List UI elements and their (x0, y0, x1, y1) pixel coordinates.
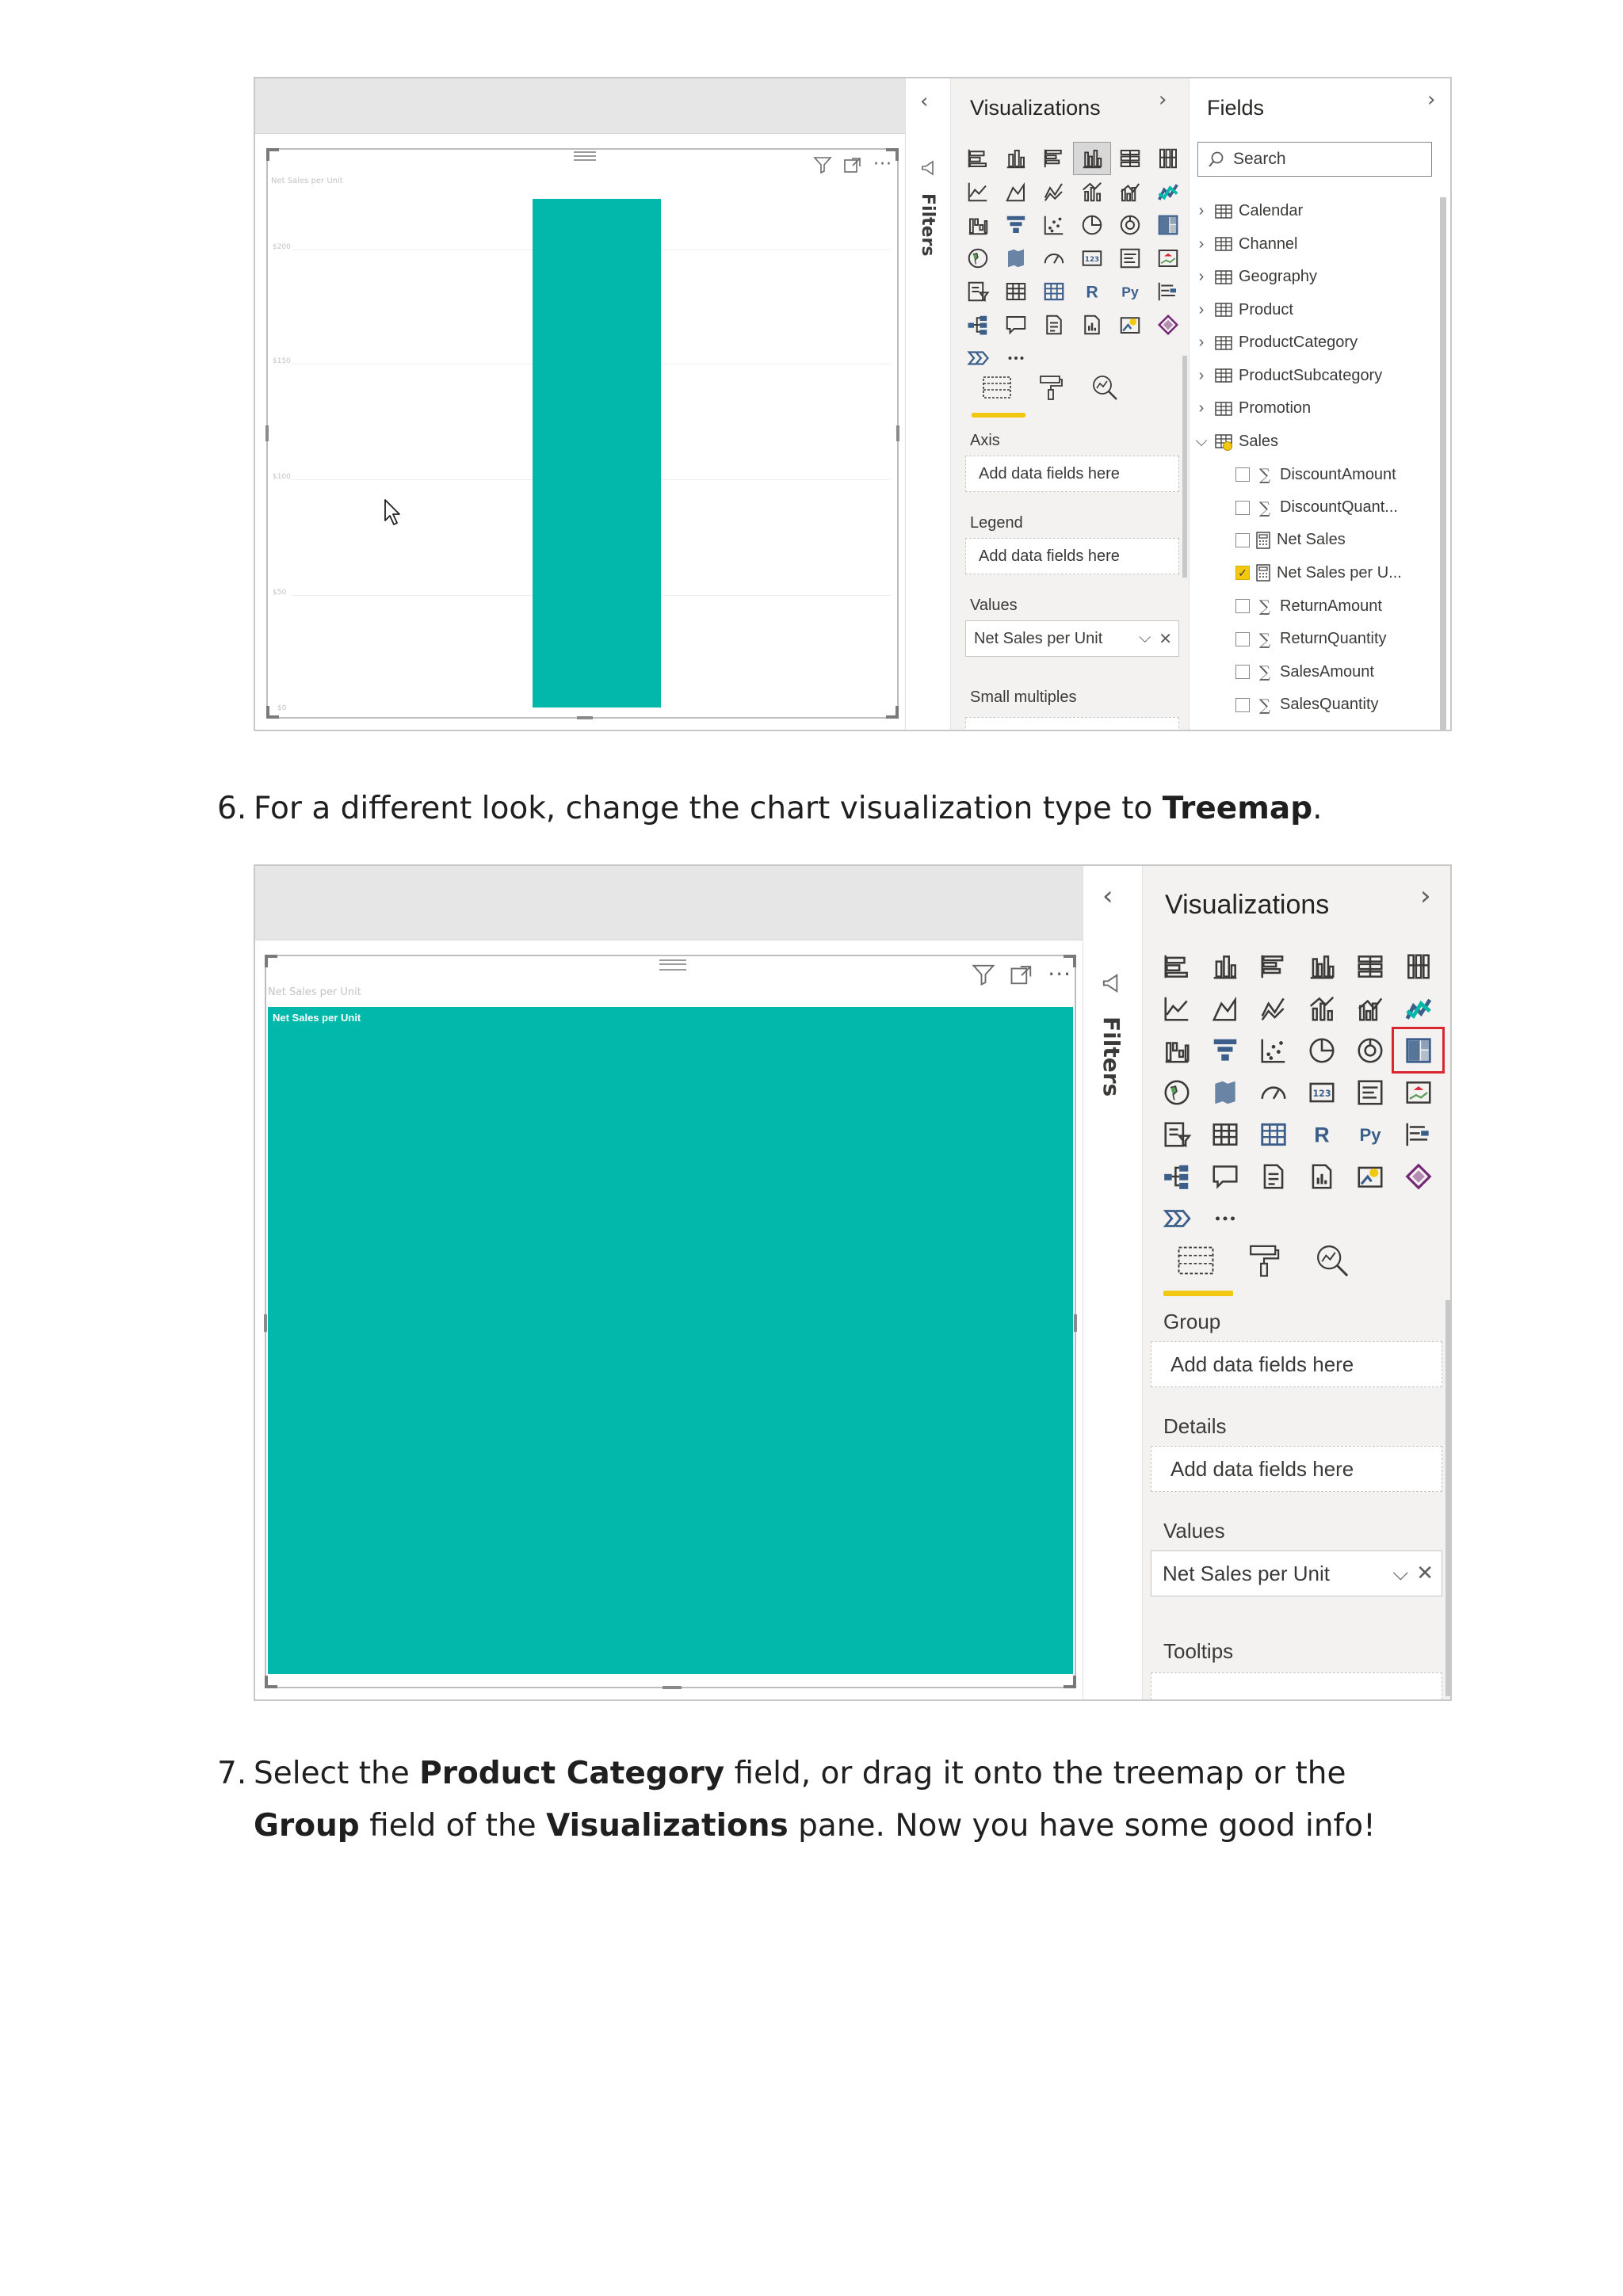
more-visuals-icon[interactable] (997, 341, 1035, 375)
visual-header-icons (813, 154, 892, 174)
resize-handle[interactable] (577, 716, 593, 719)
multirow-card-icon[interactable] (1111, 242, 1149, 275)
well-label-group: Group (1163, 1310, 1221, 1333)
waterfall-icon[interactable] (959, 208, 997, 242)
chevron-right-icon[interactable]: › (1198, 334, 1205, 351)
sigma-icon: ∑ (1258, 465, 1271, 484)
drag-grip[interactable] (659, 959, 686, 971)
power-apps-icon[interactable] (1394, 1155, 1442, 1197)
matrix-icon[interactable] (1035, 275, 1073, 308)
table-icon (1215, 402, 1232, 416)
filters-label: Filters (1098, 1016, 1125, 1097)
r-visual-icon[interactable] (1073, 275, 1111, 308)
axis-well[interactable]: Add data fields here (965, 456, 1179, 492)
fields-pane (1189, 78, 1452, 730)
well-label-axis: Axis (970, 432, 1000, 449)
pie-chart-icon[interactable] (1073, 208, 1111, 242)
table-icon-with-badge (1215, 434, 1232, 448)
format-tab[interactable] (1230, 1238, 1298, 1283)
filter-icon[interactable] (972, 963, 995, 986)
fields-title: Fields (1207, 96, 1265, 120)
stacked-bar-icon[interactable] (1152, 945, 1201, 987)
table-icon (1215, 237, 1232, 251)
table-productcategory[interactable] (1194, 334, 1358, 352)
line-column-icon[interactable] (1073, 175, 1111, 208)
map-icon[interactable] (959, 242, 997, 275)
chevron-down-icon[interactable]: ⌵ (1195, 432, 1208, 450)
legend-well[interactable]: Add data fields here (965, 538, 1179, 574)
calculator-icon-wrap (1256, 532, 1270, 549)
chevron-right-icon[interactable]: › (1427, 88, 1436, 112)
card-icon[interactable] (1297, 1071, 1346, 1113)
report-canvas-header (255, 866, 1083, 940)
100-bar-icon[interactable] (1346, 945, 1394, 987)
step-text: . (1312, 791, 1323, 826)
line-clustered-column-icon[interactable] (1346, 987, 1394, 1029)
area-chart-icon[interactable] (1201, 987, 1249, 1029)
filled-map-icon[interactable] (997, 242, 1035, 275)
clustered-bar-icon[interactable] (1035, 142, 1073, 175)
table-productsubcategory[interactable] (1194, 367, 1382, 385)
remove-icon[interactable]: ✕ (1416, 1561, 1434, 1585)
table-name: Geography (1239, 268, 1317, 285)
focus-mode-icon[interactable] (1010, 963, 1033, 986)
search-placeholder: Search (1233, 150, 1286, 168)
slicer-icon[interactable] (1152, 1113, 1201, 1155)
line-chart-icon[interactable] (1152, 987, 1201, 1029)
scrollbar[interactable] (1445, 1300, 1452, 1696)
matrix-icon[interactable] (1249, 1113, 1297, 1155)
step-number: 6. (217, 791, 247, 826)
paginated-report-icon[interactable] (1073, 308, 1111, 341)
chevron-right-icon[interactable]: › (1198, 202, 1205, 219)
sigma-icon: ∑ (1258, 498, 1271, 517)
y-tick-label: $50 (273, 589, 287, 597)
analytics-magnifier-icon (1314, 1242, 1350, 1279)
chevron-right-icon[interactable]: › (1198, 366, 1205, 384)
y-tick-label: $100 (273, 473, 291, 481)
treemap-icon[interactable] (1394, 1029, 1442, 1071)
visualizations-pane (951, 78, 1189, 730)
line-clustered-column-icon[interactable] (1111, 175, 1149, 208)
resize-handle[interactable] (663, 1686, 682, 1689)
remove-icon[interactable]: ✕ (1159, 630, 1172, 648)
checkbox[interactable] (1235, 632, 1250, 646)
visual-title: Net Sales per Unit (271, 177, 343, 185)
step-bold-term: Treemap (1162, 791, 1313, 826)
y-tick-label: $150 (273, 357, 291, 365)
decomposition-tree-icon[interactable] (1152, 1155, 1201, 1197)
visual-header-icons (972, 961, 1071, 987)
checkbox[interactable] (1235, 665, 1250, 679)
stacked-area-icon[interactable] (1035, 175, 1073, 208)
drag-grip[interactable] (574, 151, 596, 161)
well-controls (1392, 1561, 1434, 1586)
chevron-right-icon[interactable]: › (1198, 300, 1205, 318)
filters-label: Filters (918, 193, 938, 257)
filter-icon[interactable] (813, 156, 832, 174)
svg-text:R: R (1313, 1123, 1330, 1146)
analytics-magnifier-icon (1090, 373, 1119, 402)
field-name: SalesAmount (1280, 662, 1374, 681)
fields-tab[interactable] (970, 372, 1024, 403)
svg-text:123: 123 (1312, 1088, 1331, 1099)
qa-icon[interactable] (1201, 1155, 1249, 1197)
power-apps-icon[interactable] (1149, 308, 1187, 341)
fields-well-icon (1177, 1245, 1215, 1276)
analytics-tab[interactable] (1298, 1238, 1366, 1283)
calculator-icon-wrap (1256, 564, 1270, 582)
well-label-values: Values (1163, 1519, 1225, 1543)
small-multiples-well[interactable] (965, 717, 1179, 731)
pane-tabs (1162, 1238, 1366, 1283)
more-options-icon[interactable]: ··· (873, 154, 892, 174)
pie-chart-icon[interactable] (1297, 1029, 1346, 1071)
field-name: ReturnAmount (1280, 597, 1382, 615)
chevron-right-icon[interactable]: › (1159, 88, 1167, 112)
area-chart-icon[interactable] (997, 175, 1035, 208)
field-item[interactable] (1235, 662, 1374, 681)
values-well[interactable] (965, 620, 1179, 657)
table-product[interactable] (1194, 301, 1293, 319)
clustered-bar-icon[interactable] (1249, 945, 1297, 987)
focus-mode-icon[interactable] (843, 156, 862, 174)
field-item[interactable] (1235, 597, 1382, 616)
100-column-icon[interactable] (1394, 945, 1442, 987)
chevron-right-icon[interactable]: › (1198, 235, 1205, 253)
svg-text:123: 123 (1084, 255, 1100, 264)
line-chart-icon[interactable] (959, 175, 997, 208)
table-geography[interactable] (1194, 268, 1317, 286)
smart-narrative-icon[interactable] (1249, 1155, 1297, 1197)
mouse-cursor-icon (384, 498, 404, 527)
resize-handle[interactable] (1064, 1676, 1076, 1688)
step-text: Select the (254, 1756, 420, 1791)
waterfall-icon[interactable] (1152, 1029, 1201, 1071)
calculator-icon (1256, 564, 1270, 582)
chevron-right-icon[interactable]: › (1420, 880, 1431, 912)
field-name: DiscountAmount (1280, 465, 1396, 483)
donut-chart-icon[interactable] (1346, 1029, 1394, 1071)
table-name: Channel (1239, 235, 1298, 253)
resize-handle[interactable] (265, 955, 277, 967)
visual-title: Net Sales per Unit (268, 986, 361, 998)
details-well[interactable]: Add data fields here (1151, 1446, 1442, 1492)
resize-handle[interactable] (265, 425, 269, 441)
more-options-icon[interactable]: ··· (1048, 961, 1071, 987)
chevron-left-icon[interactable]: ‹ (920, 90, 929, 113)
megaphone-icon (920, 159, 938, 177)
svg-text:Py: Py (1358, 1124, 1381, 1145)
clustered-column-icon[interactable] (1297, 945, 1346, 987)
qa-icon[interactable] (997, 308, 1035, 341)
active-tab-indicator (972, 413, 1025, 418)
y-tick-label: $0 (277, 704, 287, 712)
screenshot-bar-chart (254, 77, 1452, 731)
power-automate-icon[interactable] (1152, 1197, 1201, 1239)
ribbon-chart-icon[interactable] (1394, 987, 1442, 1029)
search-input[interactable] (1197, 142, 1432, 177)
visualizations-title: Visualizations (970, 96, 1101, 120)
well-label-details: Details (1163, 1414, 1227, 1438)
step-text: field, or drag it onto the treemap or the (724, 1756, 1346, 1791)
kpi-icon[interactable] (1394, 1071, 1442, 1113)
filled-map-icon[interactable] (1201, 1071, 1249, 1113)
table-calendar[interactable] (1194, 202, 1303, 220)
table-name: Product (1239, 300, 1293, 318)
field-name: SalesQuantity (1280, 696, 1379, 713)
table-icon (1215, 303, 1232, 317)
100-column-icon[interactable] (1149, 142, 1187, 175)
line-column-icon[interactable] (1297, 987, 1346, 1029)
megaphone-icon (1101, 972, 1123, 994)
chevron-left-icon[interactable]: ‹ (1102, 880, 1113, 912)
resize-handle[interactable] (1074, 1314, 1077, 1332)
slicer-icon[interactable] (959, 275, 997, 308)
resize-handle[interactable] (266, 148, 279, 161)
card-icon[interactable] (1073, 242, 1111, 275)
kpi-icon[interactable] (1149, 242, 1187, 275)
checkbox[interactable] (1235, 698, 1250, 712)
checkbox-checked[interactable]: ✓ (1235, 566, 1250, 580)
resize-handle[interactable] (896, 425, 899, 441)
fields-tab[interactable] (1162, 1238, 1230, 1283)
values-field-name: Net Sales per Unit (1163, 1561, 1330, 1585)
field-item[interactable] (1235, 564, 1402, 582)
resize-handle[interactable] (264, 1314, 267, 1332)
scatter-icon[interactable] (1249, 1029, 1297, 1071)
r-visual-icon[interactable] (1297, 1113, 1346, 1155)
treemap-visual[interactable] (265, 955, 1076, 1688)
table-promotion[interactable] (1194, 399, 1311, 418)
field-name: Net Sales per U... (1277, 563, 1402, 582)
table-sales[interactable] (1194, 433, 1278, 451)
checkbox[interactable] (1235, 599, 1250, 613)
checkbox[interactable] (1235, 501, 1250, 515)
paint-roller-icon (1247, 1243, 1281, 1278)
well-label-tooltips: Tooltips (1163, 1639, 1234, 1663)
table-icon (1215, 368, 1232, 383)
gauge-icon[interactable] (1249, 1071, 1297, 1113)
visualizations-title: Visualizations (1165, 890, 1330, 920)
visualizations-pane (1143, 866, 1452, 1699)
step-7-paragraph (217, 1748, 1442, 1852)
stacked-bar-icon[interactable] (959, 142, 997, 175)
table-icon[interactable] (1201, 1113, 1249, 1155)
scrollbar[interactable] (1440, 197, 1446, 731)
treemap-icon[interactable] (1149, 208, 1187, 242)
well-controls (1139, 629, 1172, 649)
search-icon (1208, 151, 1225, 168)
sigma-icon: ∑ (1258, 597, 1271, 616)
chart-bar[interactable] (533, 199, 661, 707)
filters-pane-collapsed[interactable] (905, 78, 951, 730)
arcgis-icon[interactable] (1111, 308, 1149, 341)
table-icon (1215, 270, 1232, 284)
scrollbar[interactable] (1182, 356, 1187, 578)
decomposition-tree-icon[interactable] (959, 308, 997, 341)
values-field-name: Net Sales per Unit (974, 629, 1103, 647)
scatter-icon[interactable] (1035, 208, 1073, 242)
sigma-icon: ∑ (1258, 662, 1271, 681)
stacked-column-icon[interactable] (1201, 945, 1249, 987)
treemap-tile-label: Net Sales per Unit (273, 1012, 361, 1024)
paginated-report-icon[interactable] (1297, 1155, 1346, 1197)
svg-text:Py: Py (1121, 284, 1139, 300)
funnel-icon[interactable] (1201, 1029, 1249, 1071)
table-name: ProductSubcategory (1239, 366, 1383, 384)
checkbox[interactable] (1235, 467, 1250, 482)
tooltips-well[interactable] (1151, 1672, 1442, 1701)
sigma-icon: ∑ (1258, 695, 1271, 715)
field-item[interactable] (1235, 465, 1396, 484)
python-visual-icon[interactable] (1111, 275, 1149, 308)
chevron-right-icon[interactable]: › (1198, 399, 1205, 417)
clustered-column-icon[interactable] (1073, 142, 1111, 175)
python-visual-icon[interactable] (1346, 1113, 1394, 1155)
key-influencers-icon[interactable] (1394, 1113, 1442, 1155)
column-chart-visual[interactable] (266, 148, 899, 719)
map-icon[interactable] (1152, 1071, 1201, 1113)
values-well[interactable] (1151, 1550, 1442, 1596)
pane-tabs (970, 372, 1132, 403)
check-badge-icon (1223, 441, 1232, 451)
y-tick-label: $200 (273, 243, 291, 251)
more-visuals-icon[interactable] (1201, 1197, 1249, 1239)
checkbox[interactable] (1235, 533, 1250, 547)
funnel-icon[interactable] (997, 208, 1035, 242)
field-name: ReturnQuantity (1280, 630, 1387, 647)
step-6-paragraph (217, 783, 1442, 835)
chevron-right-icon[interactable]: › (1198, 268, 1205, 285)
paint-roller-icon (1037, 374, 1064, 401)
multirow-card-icon[interactable] (1346, 1071, 1394, 1113)
chevron-down-icon[interactable]: ⌵ (1392, 1561, 1409, 1585)
calculator-icon (1256, 532, 1270, 549)
well-label-small-multiples: Small multiples (970, 688, 1077, 706)
ribbon-chart-icon[interactable] (1149, 175, 1187, 208)
analytics-tab[interactable] (1078, 372, 1132, 403)
table-name: Sales (1239, 432, 1279, 450)
active-tab-indicator (1163, 1291, 1233, 1296)
step-bold-term: Group (254, 1808, 360, 1844)
visual-type-icon-grid (1152, 945, 1442, 1239)
resize-handle[interactable] (886, 706, 899, 719)
power-automate-icon[interactable] (959, 341, 997, 375)
table-icon (1215, 204, 1232, 219)
filters-pane-collapsed[interactable] (1083, 866, 1143, 1699)
resize-handle[interactable] (265, 1676, 277, 1688)
screenshot-treemap (254, 864, 1452, 1701)
fields-well-icon (982, 376, 1012, 399)
sigma-icon: ∑ (1258, 629, 1271, 649)
treemap-tile[interactable] (268, 1007, 1073, 1674)
table-name: ProductCategory (1239, 334, 1358, 351)
visual-type-icon-grid (959, 142, 1187, 375)
arcgis-icon[interactable] (1346, 1155, 1394, 1197)
table-name: Promotion (1239, 399, 1312, 417)
100-bar-icon[interactable] (1111, 142, 1149, 175)
svg-text:R: R (1086, 282, 1098, 302)
step-text: For a different look, change the chart visualization type to (254, 791, 1163, 826)
report-canvas-header (255, 78, 905, 134)
group-well[interactable]: Add data fields here (1151, 1341, 1442, 1387)
step-text: field of the (359, 1808, 547, 1844)
field-item[interactable] (1235, 630, 1387, 649)
chevron-down-icon[interactable]: ⌵ (1139, 628, 1151, 646)
well-label-values: Values (970, 597, 1018, 614)
smart-narrative-icon[interactable] (1035, 308, 1073, 341)
field-name: DiscountQuant... (1280, 498, 1398, 516)
field-item[interactable] (1235, 498, 1398, 517)
format-tab[interactable] (1024, 372, 1078, 403)
step-bold-term: Visualizations (546, 1808, 789, 1844)
step-text: pane. Now you have some good info! (788, 1808, 1376, 1844)
donut-chart-icon[interactable] (1111, 208, 1149, 242)
field-item[interactable] (1235, 531, 1346, 549)
table-name: Calendar (1239, 202, 1304, 219)
field-item[interactable] (1235, 696, 1379, 715)
table-icon (1215, 336, 1232, 350)
step-bold-term: Product Category (419, 1756, 725, 1791)
table-channel[interactable] (1194, 235, 1298, 254)
well-label-legend: Legend (970, 514, 1023, 532)
step-number: 7. (217, 1756, 247, 1791)
field-name: Net Sales (1277, 531, 1346, 548)
table-icon[interactable] (997, 275, 1035, 308)
key-influencers-icon[interactable] (1149, 275, 1187, 308)
stacked-column-icon[interactable] (997, 142, 1035, 175)
stacked-area-icon[interactable] (1249, 987, 1297, 1029)
gauge-icon[interactable] (1035, 242, 1073, 275)
